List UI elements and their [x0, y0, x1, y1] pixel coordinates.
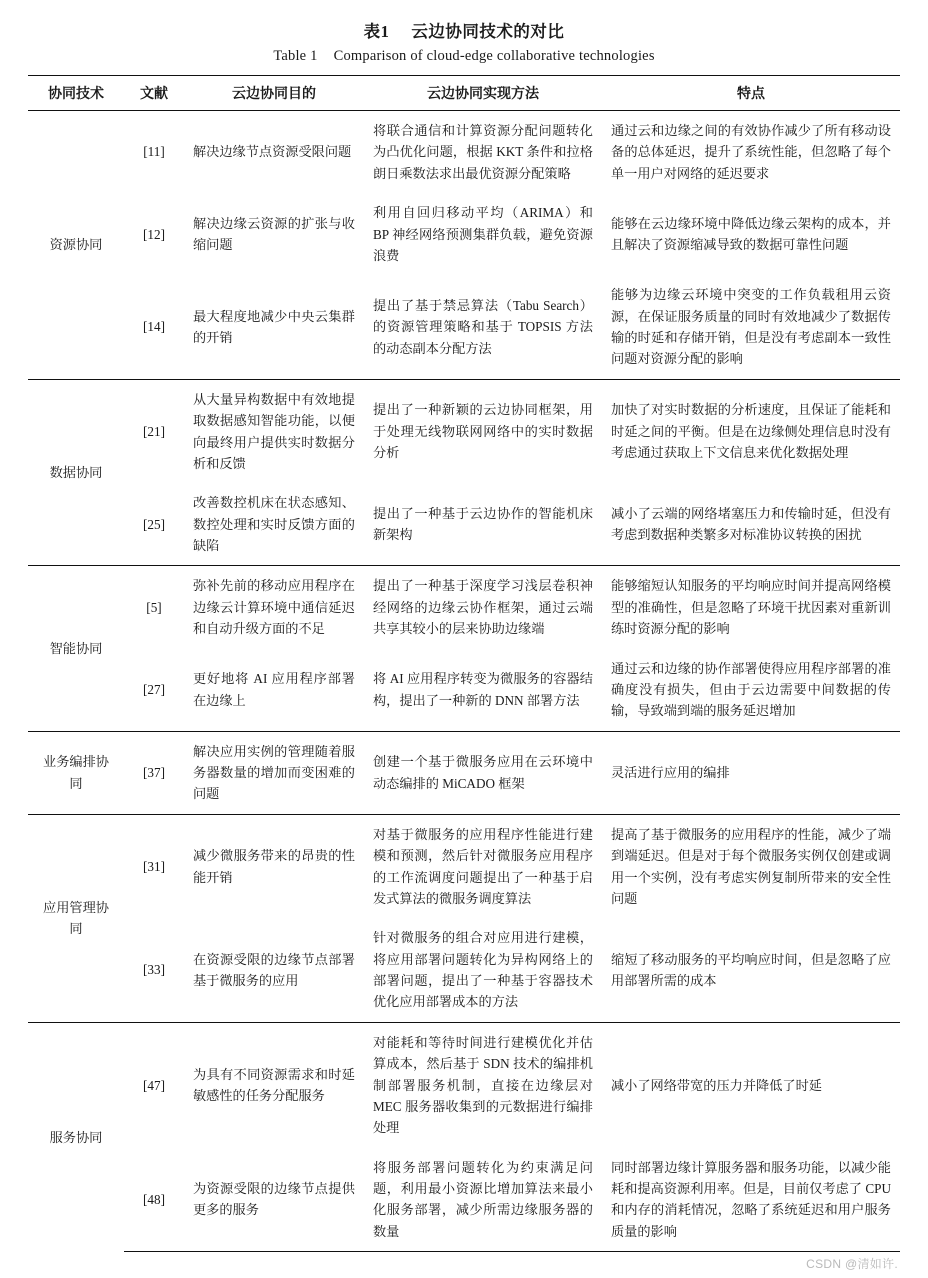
- cell-reference: [37]: [124, 731, 184, 814]
- cell-method: 提出了基于禁忌算法（Tabu Search）的资源管理策略和基于 TOPSIS 方法的动态副本分配方法: [373, 297, 593, 356]
- caption-en-number: 1: [310, 48, 318, 64]
- cell-reference: [31]: [124, 814, 184, 918]
- cell-technology: 数据协同: [28, 379, 124, 566]
- column-header-feature: 特点: [602, 76, 900, 111]
- cell-technology: 服务协同: [28, 1022, 124, 1251]
- cell-method: 对基于微服务的应用程序性能进行建模和预测，然后针对微服务应用程序的工作流调度问题提出了一种基于启发式算法的微服务调度算法: [364, 814, 602, 918]
- column-header-reference: 文献: [124, 76, 184, 111]
- cell-reference: [47]: [124, 1022, 184, 1147]
- cell-feature: 加快了对实时数据的分析速度，且保证了能耗和时延之间的平衡。但是在边缘侧处理信息时没有考虑通过获取上下文信息来优化数据处理: [602, 379, 900, 483]
- cell-feature: 缩短了移动服务的平均响应时间，但是忽略了应用部署所需的成本: [611, 951, 891, 988]
- cell-reference: [27]: [143, 681, 165, 697]
- cell-purpose: 为资源受限的边缘节点提供更多的服务: [184, 1148, 364, 1252]
- cell-feature: 提高了基于微服务的应用程序的性能，减少了端到端延迟。但是对于每个微服务实例仅创建或调用一个实例，没有考虑实例复制所带来的安全性问题: [602, 814, 900, 918]
- cell-reference: [21]: [124, 379, 184, 483]
- cell-feature: 通过云和边缘的协作部署使得应用程序部署的准确度没有损失，但由于云边需要中间数据的传输，导致端到端的服务延迟增加: [611, 660, 891, 719]
- caption-en-text: Comparison of cloud-edge collaborative technologies: [333, 48, 655, 64]
- cell-method: 对能耗和等待时间进行建模优化并估算成本，然后基于 SDN 技术的编排机制部署服务机制，直接在边缘层对 MEC 服务器收集到的元数据进行编排处理: [364, 1022, 602, 1147]
- cell-method: 提出了一种基于云边协作的智能机床新架构: [373, 505, 593, 543]
- table-row: [28, 193, 900, 275]
- cell-purpose: 解决边缘节点资源受限问题: [193, 144, 352, 160]
- table-row: [28, 1022, 900, 1147]
- cell-feature: 减小了网络带宽的压力并降低了时延: [602, 1022, 900, 1147]
- cell-purpose: 解决应用实例的管理随着服务器数量的增加而变困难的问题: [184, 731, 364, 814]
- table-header: [28, 76, 900, 111]
- cell-method: 提出了一种基于深度学习浅层卷积神经网络的边缘云协作框架，通过云端共享其较小的层来协助边缘端: [364, 566, 602, 649]
- cell-feature: 减小了云端的网络堵塞压力和传输时延，但没有考虑到数据种类繁多对标准协议转换的困扰: [611, 505, 891, 543]
- table-row: [28, 731, 900, 814]
- caption-cn-text: 云边协同技术的对比: [411, 22, 565, 41]
- cell-reference: [12]: [143, 226, 165, 242]
- cell-feature: 通过云和边缘之间的有效协作减少了所有移动设备的总体延迟，提升了系统性能，但忽略了每个单一用户对网络的延迟要求: [611, 123, 891, 181]
- cell-reference: [48]: [124, 1148, 184, 1252]
- cell-method: 创建一个基于微服务应用在云环境中动态编排的 MiCADO 框架: [364, 731, 602, 814]
- cell-technology: 应用管理协同: [28, 814, 124, 1022]
- cell-technology: 智能协同: [28, 566, 124, 731]
- cell-purpose: 从大量异构数据中有效地提取数据感知智能功能，以便向最终用户提供实时数据分析和反馈: [184, 379, 364, 483]
- table-row: [28, 814, 900, 918]
- cell-method: 提出了一种新颖的云边协同框架，用于处理无线物联网网络中的实时数据分析: [364, 379, 602, 483]
- cell-purpose: 改善数控机床在状态感知、数控处理和实时反馈方面的缺陷: [193, 495, 355, 553]
- cell-method: 针对微服务的组合对应用进行建模，将应用部署问题转化为异构网络上的部署问题，提出了一种基于容器技术优化应用部署成本的方法: [373, 930, 593, 1010]
- cell-purpose: 更好地将 AI 应用程序部署在边缘上: [193, 671, 355, 708]
- table-header-row: [28, 76, 900, 111]
- cell-technology: 资源协同: [49, 237, 103, 253]
- table-row: [28, 566, 900, 649]
- table-body: [28, 111, 900, 1252]
- watermark: CSDN @清如许.: [806, 1257, 898, 1272]
- table-row: [28, 918, 900, 1022]
- cell-feature: 灵活进行应用的编排: [602, 731, 900, 814]
- table-row: [28, 275, 900, 379]
- cell-purpose: 解决边缘云资源的扩张与收缩问题: [193, 215, 355, 253]
- cell-method: 将联合通信和计算资源分配问题转化为凸优化问题，根据 KKT 条件和拉格朗日乘数法求出最优资源分配策略: [373, 123, 593, 181]
- cell-reference: [5]: [124, 566, 184, 649]
- cell-purpose: 弥补先前的移动应用程序在边缘云计算环境中通信延迟和自动升级方面的不足: [184, 566, 364, 649]
- cell-feature: 能够为边缘云环境中突变的工作负载租用云资源，在保证服务质量的同时有效地减少了数据传输的时延和存储开销，但是没有考虑副本一致性问题对资源分配的影响: [611, 287, 891, 367]
- cell-reference: [25]: [143, 516, 165, 532]
- cell-purpose: 为具有不同资源需求和时延敏感性的任务分配服务: [184, 1022, 364, 1147]
- cell-method: 利用自回归移动平均（ARIMA）和 BP 神经网络预测集群负载，避免资源浪费: [373, 205, 593, 263]
- cell-feature: 能够缩短认知服务的平均响应时间并提高网络模型的准确性，但是忽略了环境干扰因素对重新训练时资源分配的影响: [602, 566, 900, 649]
- cell-method: 将 AI 应用程序转变为微服务的容器结构，提出了一种新的 DNN 部署方法: [373, 671, 593, 708]
- table-caption-cn: [28, 18, 900, 42]
- table-row: [28, 111, 900, 194]
- caption-cn-label: 表: [363, 22, 381, 41]
- cell-purpose: 在资源受限的边缘节点部署基于微服务的应用: [193, 951, 355, 988]
- cell-method: 将服务部署问题转化为约束满足问题，利用最小资源比增加算法来最小化服务部署，减少所需边缘服务器的数量: [364, 1148, 602, 1252]
- cell-feature: 能够在云边缘环境中降低边缘云架构的成本，并且解决了资源缩减导致的数据可靠性问题: [611, 215, 891, 253]
- table-row: [28, 483, 900, 566]
- cell-technology: 业务编排协同: [28, 731, 124, 814]
- table-row: [28, 1148, 900, 1252]
- table-row: [28, 379, 900, 483]
- table-caption-en: [28, 48, 900, 65]
- caption-cn-number: 1: [380, 22, 390, 41]
- comparison-table: [28, 75, 900, 1252]
- column-header-purpose: 云边协同目的: [184, 76, 364, 111]
- caption-en-label: Table: [273, 48, 307, 64]
- table-row: [28, 649, 900, 732]
- cell-purpose: 最大程度地减少中央云集群的开销: [193, 308, 355, 345]
- cell-feature: 同时部署边缘计算服务器和服务功能，以减少能耗和提高资源利用率。但是，目前仅考虑了 CPU 和内存的消耗情况，忽略了系统延迟和用户服务质量的影响: [602, 1148, 900, 1252]
- cell-purpose: 减少微服务带来的昂贵的性能开销: [184, 814, 364, 918]
- column-header-technology: 协同技术: [28, 76, 124, 111]
- column-header-method: 云边协同实现方法: [364, 76, 602, 111]
- cell-reference: [14]: [143, 319, 165, 335]
- cell-reference: [11]: [143, 144, 165, 160]
- cell-reference: [33]: [143, 962, 165, 978]
